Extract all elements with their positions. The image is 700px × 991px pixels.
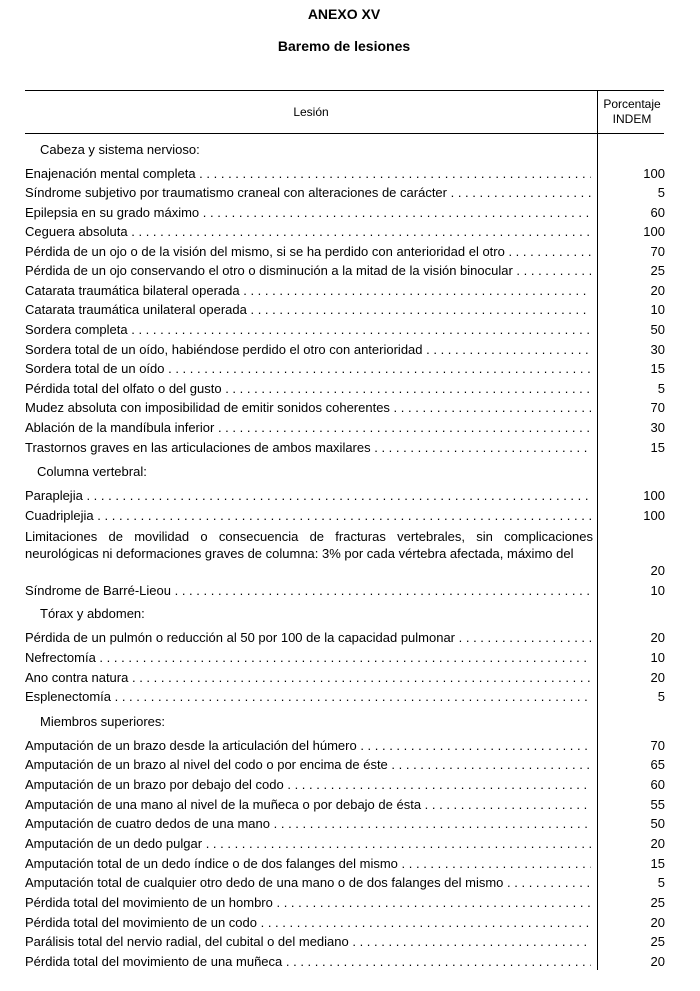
table-row <box>25 224 685 240</box>
table-row <box>25 508 685 524</box>
table-row <box>25 342 685 358</box>
row-label: Sordera completa . . . <box>25 322 591 338</box>
row-value: 70 <box>650 244 665 259</box>
table-row <box>25 302 685 318</box>
table-row <box>25 488 685 504</box>
document-subtitle: Baremo de lesiones <box>277 38 411 54</box>
table-row <box>25 381 685 397</box>
row-value: 50 <box>650 322 665 337</box>
row-label: Síndrome de Barré-Lieou . . . <box>25 583 591 599</box>
table-row <box>25 915 685 931</box>
row-value: 20 <box>650 283 665 298</box>
table-row <box>25 185 685 201</box>
document-title: ANEXO XV <box>307 6 381 22</box>
table-row <box>25 836 685 852</box>
table-row <box>25 738 685 754</box>
row-label: Ablación de la mandíbula inferior . . . <box>25 420 591 436</box>
table-row <box>25 757 685 773</box>
row-label: Sordera total de un oído . . . <box>25 361 591 377</box>
row-label: Enajenación mental completa . . . <box>25 166 591 182</box>
row-label: Amputación de un brazo al nivel del codo o por encima de éste . . . <box>25 757 591 773</box>
row-label: Catarata traumática bilateral operada . . . <box>25 283 591 299</box>
row-label: Parálisis total del nervio radial, del cubital o del mediano . . . <box>25 934 591 950</box>
section-heading-thorax: Tórax y abdomen: <box>40 606 145 621</box>
row-label: Mudez absoluta con imposibilidad de emitir sonidos coherentes . . . <box>25 400 591 416</box>
row-value: 20 <box>650 630 665 645</box>
table-row <box>25 263 685 279</box>
column-header-percentage-line2: INDEM <box>612 112 652 126</box>
table-row <box>25 797 685 813</box>
table-row <box>25 954 685 970</box>
row-value: 25 <box>650 934 665 949</box>
table-row <box>25 166 685 182</box>
table-row <box>25 205 685 221</box>
row-label: Ceguera absoluta . . . <box>25 224 591 240</box>
row-value: 65 <box>650 757 665 772</box>
table-row <box>25 670 685 686</box>
row-value: 50 <box>650 816 665 831</box>
table-row <box>25 650 685 666</box>
row-value: 100 <box>643 488 665 503</box>
row-value: 5 <box>657 689 665 704</box>
row-value: 5 <box>657 381 665 396</box>
section-heading-spine: Columna vertebral: <box>37 464 147 479</box>
table-header-rule <box>25 133 664 134</box>
row-label: Amputación de un brazo por debajo del codo . . . <box>25 777 591 793</box>
row-value: 15 <box>650 856 665 871</box>
row-value: 25 <box>650 263 665 278</box>
table-row <box>25 283 685 299</box>
section-heading-head: Cabeza y sistema nervioso: <box>40 142 200 157</box>
row-label: Amputación de un dedo pulgar . . . <box>25 836 591 852</box>
row-value: 5 <box>657 875 665 890</box>
row-label: Amputación total de un dedo índice o de dos falanges del mismo . . . <box>25 856 591 872</box>
column-header-percentage-line1: Porcentaje <box>603 97 661 111</box>
row-label: Síndrome subjetivo por traumatismo craneal con alteraciones de carácter . . . <box>25 185 591 201</box>
column-header-percentage <box>598 97 666 127</box>
table-row <box>25 816 685 832</box>
row-label: Amputación de una mano al nivel de la muñeca o por debajo de ésta . . . <box>25 797 591 813</box>
table-row <box>25 934 685 950</box>
row-value: 15 <box>650 361 665 376</box>
row-label: Pérdida total del movimiento de un codo . . . <box>25 915 591 931</box>
table-row <box>25 689 685 705</box>
row-value: 55 <box>650 797 665 812</box>
row-value: 5 <box>657 185 665 200</box>
row-value: 100 <box>643 166 665 181</box>
row-value: 15 <box>650 440 665 455</box>
row-value: 70 <box>650 738 665 753</box>
row-label: Amputación de cuatro dedos de una mano . . . <box>25 816 591 832</box>
row-label: Cuadriplejia . . . <box>25 508 591 524</box>
table-row <box>25 583 685 599</box>
row-label: Pérdida total del olfato o del gusto . . . <box>25 381 591 397</box>
row-label: Paraplejia . . . <box>25 488 591 504</box>
row-label: Pérdida de un ojo conservando el otro o disminución a la mitad de la visión binocular . . . <box>25 263 591 279</box>
column-header-lesion: Lesión <box>293 105 329 119</box>
table-row <box>25 440 685 456</box>
row-value: 30 <box>650 420 665 435</box>
row-value: 20 <box>650 670 665 685</box>
table-row <box>25 420 685 436</box>
row-value: 10 <box>650 583 665 598</box>
row-label: Nefrectomía . . . <box>25 650 591 666</box>
table-row <box>25 361 685 377</box>
table-row <box>25 630 685 646</box>
section-heading-upper-limbs: Miembros superiores: <box>40 714 165 729</box>
table-top-rule <box>25 90 664 91</box>
row-label: Trastornos graves en las articulaciones de ambos maxilares . . . <box>25 440 591 456</box>
row-label: Pérdida de un ojo o de la visión del mismo, si se ha perdido con anterioridad el otro . . . <box>25 244 591 260</box>
row-value: 60 <box>650 205 665 220</box>
row-label: Epilepsia en su grado máximo . . . <box>25 205 591 221</box>
multiline-entry-value: 20 <box>650 563 665 578</box>
table-row <box>25 875 685 891</box>
table-row <box>25 856 685 872</box>
table-row <box>25 322 685 338</box>
multiline-entry-label: Limitaciones de movilidad o consecuencia de fracturas vertebrales, sin complicaciones neurológicas ni deformaciones graves de columna: 3% por cada vértebra afectada, máximo del <box>25 529 593 561</box>
row-value: 70 <box>650 400 665 415</box>
row-value: 30 <box>650 342 665 357</box>
row-value: 20 <box>650 954 665 969</box>
row-label: Pérdida de un pulmón o reducción al 50 por 100 de la capacidad pulmonar . . . <box>25 630 591 646</box>
row-value: 100 <box>643 224 665 239</box>
row-value: 20 <box>650 915 665 930</box>
table-row <box>25 244 685 260</box>
row-label: Pérdida total del movimiento de una muñeca . . . <box>25 954 591 970</box>
row-label: Pérdida total del movimiento de un hombro . . . <box>25 895 591 911</box>
table-row <box>25 777 685 793</box>
row-value: 60 <box>650 777 665 792</box>
table-row <box>25 400 685 416</box>
row-value: 20 <box>650 836 665 851</box>
row-label: Amputación total de cualquier otro dedo de una mano o de dos falanges del mismo . . . <box>25 875 591 891</box>
row-label: Amputación de un brazo desde la articulación del húmero . . . <box>25 738 591 754</box>
row-value: 10 <box>650 650 665 665</box>
row-value: 10 <box>650 302 665 317</box>
row-label: Catarata traumática unilateral operada . . . <box>25 302 591 318</box>
row-label: Ano contra natura . . . <box>25 670 591 686</box>
row-value: 100 <box>643 508 665 523</box>
row-label: Esplenectomía . . . <box>25 689 591 705</box>
row-label: Sordera total de un oído, habiéndose perdido el otro con anterioridad . . . <box>25 342 591 358</box>
table-row <box>25 895 685 911</box>
row-value: 25 <box>650 895 665 910</box>
